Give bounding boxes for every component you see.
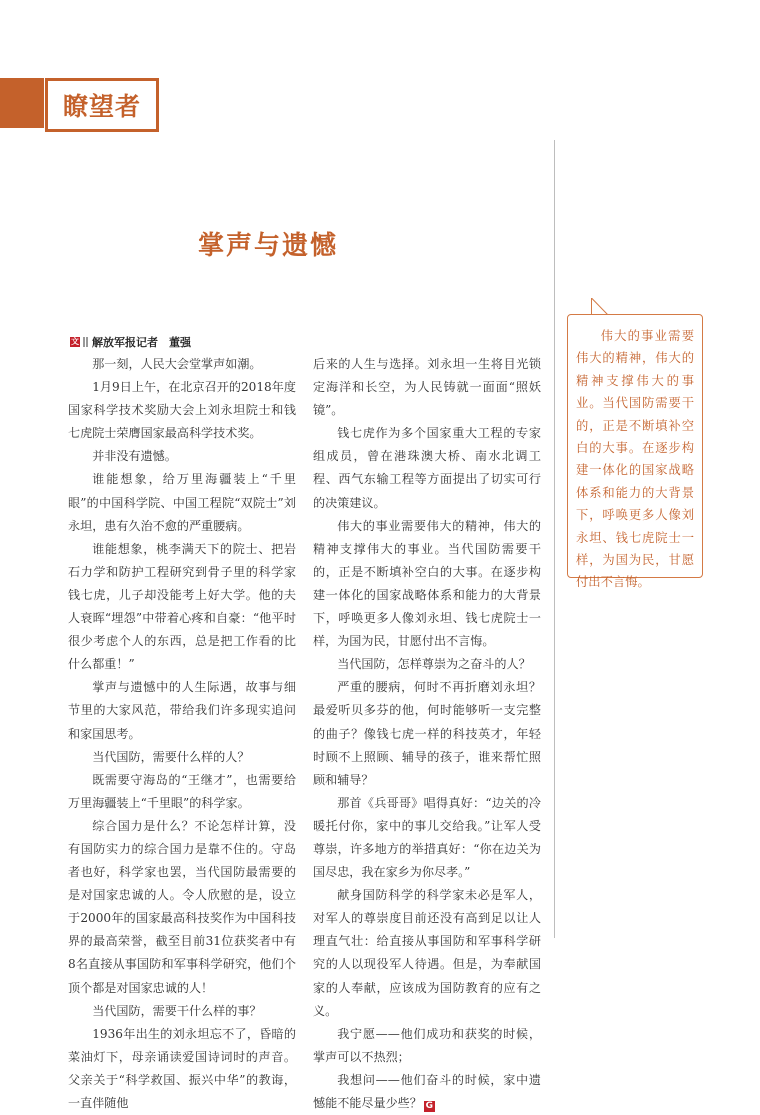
paragraph: 谁能想象，给万里海疆装上“千里眼”的中国科学院、中国工程院“双院士”刘永坦，患有久治不愈的严重腰病。 (68, 472, 296, 533)
section-header-bar (0, 78, 44, 128)
paragraph: 那一刻，人民大会堂掌声如潮。 (92, 357, 262, 371)
section-label: 瞭望者 (62, 92, 141, 121)
section-header (45, 78, 159, 132)
paragraph: 当代国防，需要什么样的人？ (92, 749, 250, 764)
pull-quote-text: 伟大的事业需要伟大的精神，伟大的精神支撑伟大的事业。当代国防需要干的，正是不断填补空白的大事。在逐步构建一体化的国家战略体系和能力的大背景下，呼唤更多人像刘永坦、钱七虎院士一样，为国为民，甘愿付出不言悔。 (576, 329, 694, 590)
column-divider (554, 140, 555, 938)
callout-tail (591, 298, 609, 315)
paragraph: 1月9日上午，在北京召开的2018年度国家科学技术奖励大会上刘永坦院士和钱七虎院士荣膺国家最高科学技术奖。 (68, 380, 296, 441)
article-column-left (68, 353, 296, 1115)
paragraph: 伟大的事业需要伟大的精神，伟大的精神支撑伟大的事业。当代国防需要干的，正是不断填补空白的大事。在逐步构建一体化的国家战略体系和能力的大背景下，呼唤更多人像刘永坦、钱七虎院士一样，为国为民，甘愿付出不言悔。 (313, 518, 541, 649)
paragraph: 掌声与遗憾中的人生际遇，故事与细节里的大家风范，带给我们许多现实追问和家国思考。 (68, 680, 296, 741)
paragraph: 综合国力是什么？不论怎样计算，没有国防实力的综合国力是靠不住的。守岛者也好，科学家也罢，当代国防最需要的是对国家忠诚的人。令人欣慰的是，设立于2000年的国家最高科技奖作为中国科技界的最高荣誉，截至目前31位获奖者中有8名直接从事国防和军事科学研究，他们个顶个都是对国家忠诚的人！ (68, 818, 296, 995)
closing-text: 我想问——他们奋斗的时候，家中遗憾能不能尽量少些？ (313, 1072, 541, 1110)
article-column-right (313, 353, 541, 1115)
paragraph: 严重的腰病，何时不再折磨刘永坦？最爱听贝多芬的他，何时能够听一支完整的曲子？像钱七虎一样的科技英才，年轻时顾不上照顾、辅导的孩子，谁来帮忙照顾和辅导？ (313, 680, 541, 787)
article-title: 掌声与遗憾 (197, 231, 338, 261)
byline-text: 解放军报记者 董强 (92, 336, 191, 349)
paragraph: 并非没有遗憾。 (92, 449, 177, 464)
paragraph: 既需要守海岛的“王继才”，也需要给万里海疆装上“千里眼”的科学家。 (68, 772, 296, 810)
paragraph: 钱七虎作为多个国家重大工程的专家组成员，曾在港珠澳大桥、南水北调工程、西气东输工程等方面提出了切实可行的决策建议。 (313, 426, 541, 510)
paragraph: 献身国防科学的科学家未必是军人，对军人的尊崇度目前还没有高到足以让人理直气壮：给直接从事国防和军事科学研究的人以现役军人待遇。但是，为奉献国家的人奉献，应该成为国防教育的应有之义。 (313, 888, 541, 1018)
closing-paragraph (313, 1069, 541, 1115)
paragraph: 当代国防，需要干什么样的事？ (92, 1003, 262, 1018)
paragraph: 那首《兵哥哥》唱得真好：“边关的冷暖托付你，家中的事儿交给我。”让军人受尊崇，许多地方的举措真好：“你在边关为国尽忠，我在家乡为你尽孝。” (313, 795, 541, 880)
byline-icon: 文 (71, 337, 79, 346)
paragraph: 当代国防，怎样尊崇为之奋斗的人？ (337, 657, 531, 672)
byline-bars-icon (83, 337, 88, 347)
paragraph-continued: 后来的人生与选择。刘永坦一生将目光锁定海洋和长空，为人民铸就一面面“照妖镜”。 (313, 357, 541, 418)
pull-quote (567, 314, 703, 590)
paragraph: 1936年出生的刘永坦忘不了，昏暗的菜油灯下，母亲诵读爱国诗词时的声音。父亲关于“科学救国、振兴中华”的教诲，一直伴随他 (68, 1026, 296, 1110)
paragraph: 我宁愿——他们成功和获奖的时候，掌声可以不热烈； (313, 1026, 541, 1064)
byline (70, 333, 191, 351)
paragraph: 谁能想象，桃李满天下的院士、把岩石力学和防护工程研究到骨子里的科学家钱七虎，儿子却没能考上好大学。他的夫人衰晖“埋怨”中带着心疼和自豪：“他平时很少考虑个人的东西，总是把工作看的比什么都重！” (68, 541, 296, 672)
end-mark-icon: G (425, 1101, 434, 1111)
